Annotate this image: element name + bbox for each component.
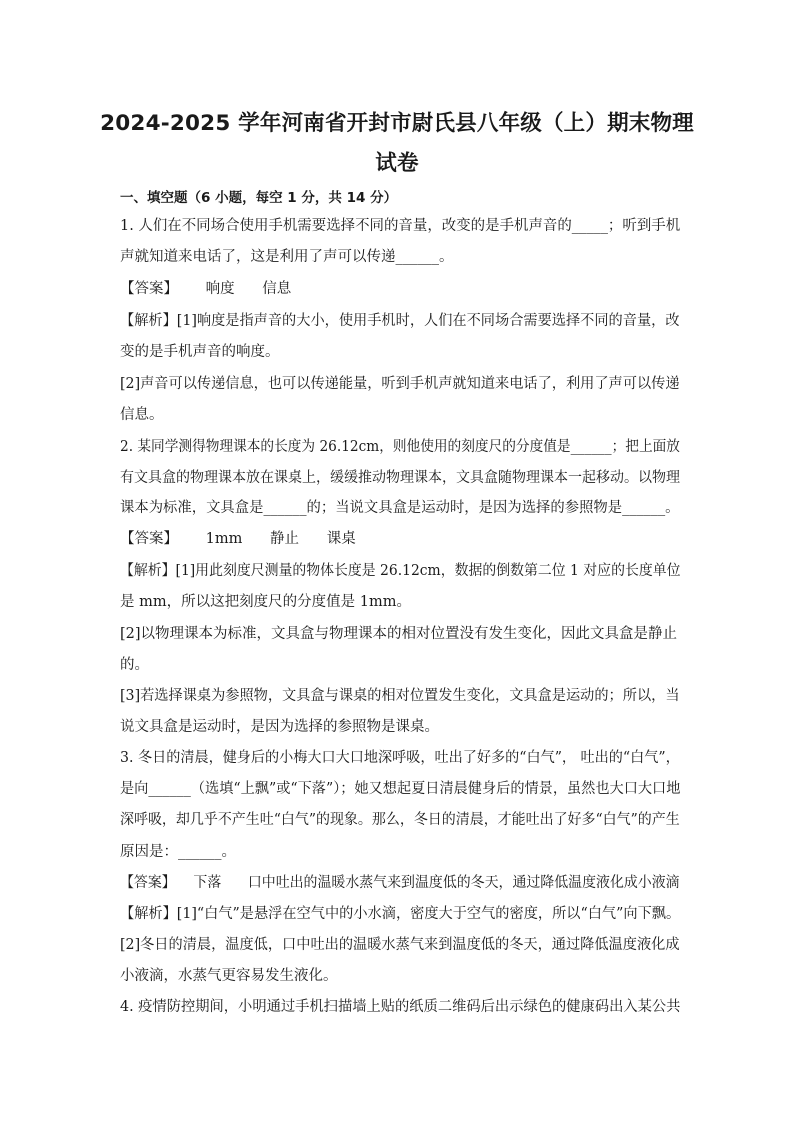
answer-2: 【答案】 1mm 静止 课桌 bbox=[120, 531, 356, 547]
question-3-line-4: 原因是：______。 bbox=[120, 844, 236, 860]
answer-3: 【答案】 下落 口中吐出的温暖水蒸气来到温度低的冬天，通过降低温度液化成小液滴 bbox=[120, 875, 680, 891]
question-4-line-1: 4. 疫情防控期间，小明通过手机扫描墙上贴的纸质二维码后出示绿色的健康码出入某公共 bbox=[120, 999, 681, 1015]
explanation-2-line-3: [2]以物理课本为标准，文具盒与物理课本的相对位置没有发生变化，因此文具盒是静止 bbox=[120, 626, 678, 642]
explanation-2-line-1: 【解析】[1]用此刻度尺测量的物体长度是 26.12cm，数据的倒数第二位 1 对应的长度单位 bbox=[120, 563, 681, 579]
explanation-3-line-3: 小液滴，水蒸气更容易发生液化。 bbox=[120, 968, 338, 984]
document-title: 2024-2025 学年河南省开封市尉氏县八年级（上）期末物理 bbox=[100, 111, 694, 136]
explanation-1-line-3: [2]声音可以传递信息，也可以传递能量，听到手机声就知道来电话了，利用了声可以传递 bbox=[120, 376, 680, 392]
explanation-1-line-2: 变的是手机声音的响度。 bbox=[120, 344, 280, 360]
question-2-line-3: 课本为标准，文具盒是______的；当说文具盒是运动时，是因为选择的参照物是______。 bbox=[120, 500, 680, 516]
question-3-line-1: 3. 冬日的清晨，健身后的小梅大口大口地深呼吸，吐出了好多的“白气”， 吐出的“白气”， bbox=[120, 750, 680, 766]
explanation-2-line-5: [3]若选择课桌为参照物，文具盒与课桌的相对位置发生变化，文具盒是运动的；所以，当 bbox=[120, 688, 680, 704]
question-3-line-2: 是向______（选填“上飘”或“下落”）；她又想起夏日清晨健身后的情景，虽然也大口大口地 bbox=[120, 781, 681, 797]
question-2-line-2: 有文具盒的物理课本放在课桌上，缓缓推动物理课本，文具盒随物理课本一起移动。以物理 bbox=[120, 470, 680, 486]
explanation-3-line-2: [2]冬日的清晨，温度低，口中吐出的温暖水蒸气来到温度低的冬天，通过降低温度液化成 bbox=[120, 937, 680, 953]
explanation-1-line-4: 信息。 bbox=[120, 407, 164, 423]
question-3-line-3: 深呼吸，却几乎不产生吐“白气”的现象。那么，冬日的清晨，才能吐出了好多“白气”的产生 bbox=[120, 812, 680, 828]
section-heading: 一、填空题（6 小题，每空 1 分，共 14 分） bbox=[120, 190, 398, 206]
explanation-1-line-1: 【解析】[1]响度是指声音的大小，使用手机时，人们在不同场合需要选择不同的音量，改 bbox=[120, 313, 680, 329]
explanation-2-line-6: 说文具盒是运动时，是因为选择的参照物是课桌。 bbox=[120, 719, 439, 735]
explanation-2-line-4: 的。 bbox=[120, 657, 149, 673]
explanation-2-line-2: 是 mm，所以这把刻度尺的分度值是 1mm。 bbox=[120, 594, 411, 610]
explanation-3-line-1: 【解析】[1]“白气”是悬浮在空气中的小水滴，密度大于空气的密度，所以“白气”向下飘。 bbox=[120, 906, 681, 922]
document-title-continued: 试卷 bbox=[375, 151, 419, 176]
question-1-line-2: 声就知道来电话了，这是利用了声可以传递______。 bbox=[120, 249, 454, 265]
question-2-line-1: 2. 某同学测得物理课本的长度为 26.12cm，则他使用的刻度尺的分度值是______；把上面放 bbox=[120, 439, 680, 455]
answer-1: 【答案】 响度 信息 bbox=[120, 281, 292, 297]
question-1-line-1: 1. 人们在不同场合使用手机需要选择不同的音量，改变的是手机声音的_____；听到手机 bbox=[120, 218, 681, 234]
